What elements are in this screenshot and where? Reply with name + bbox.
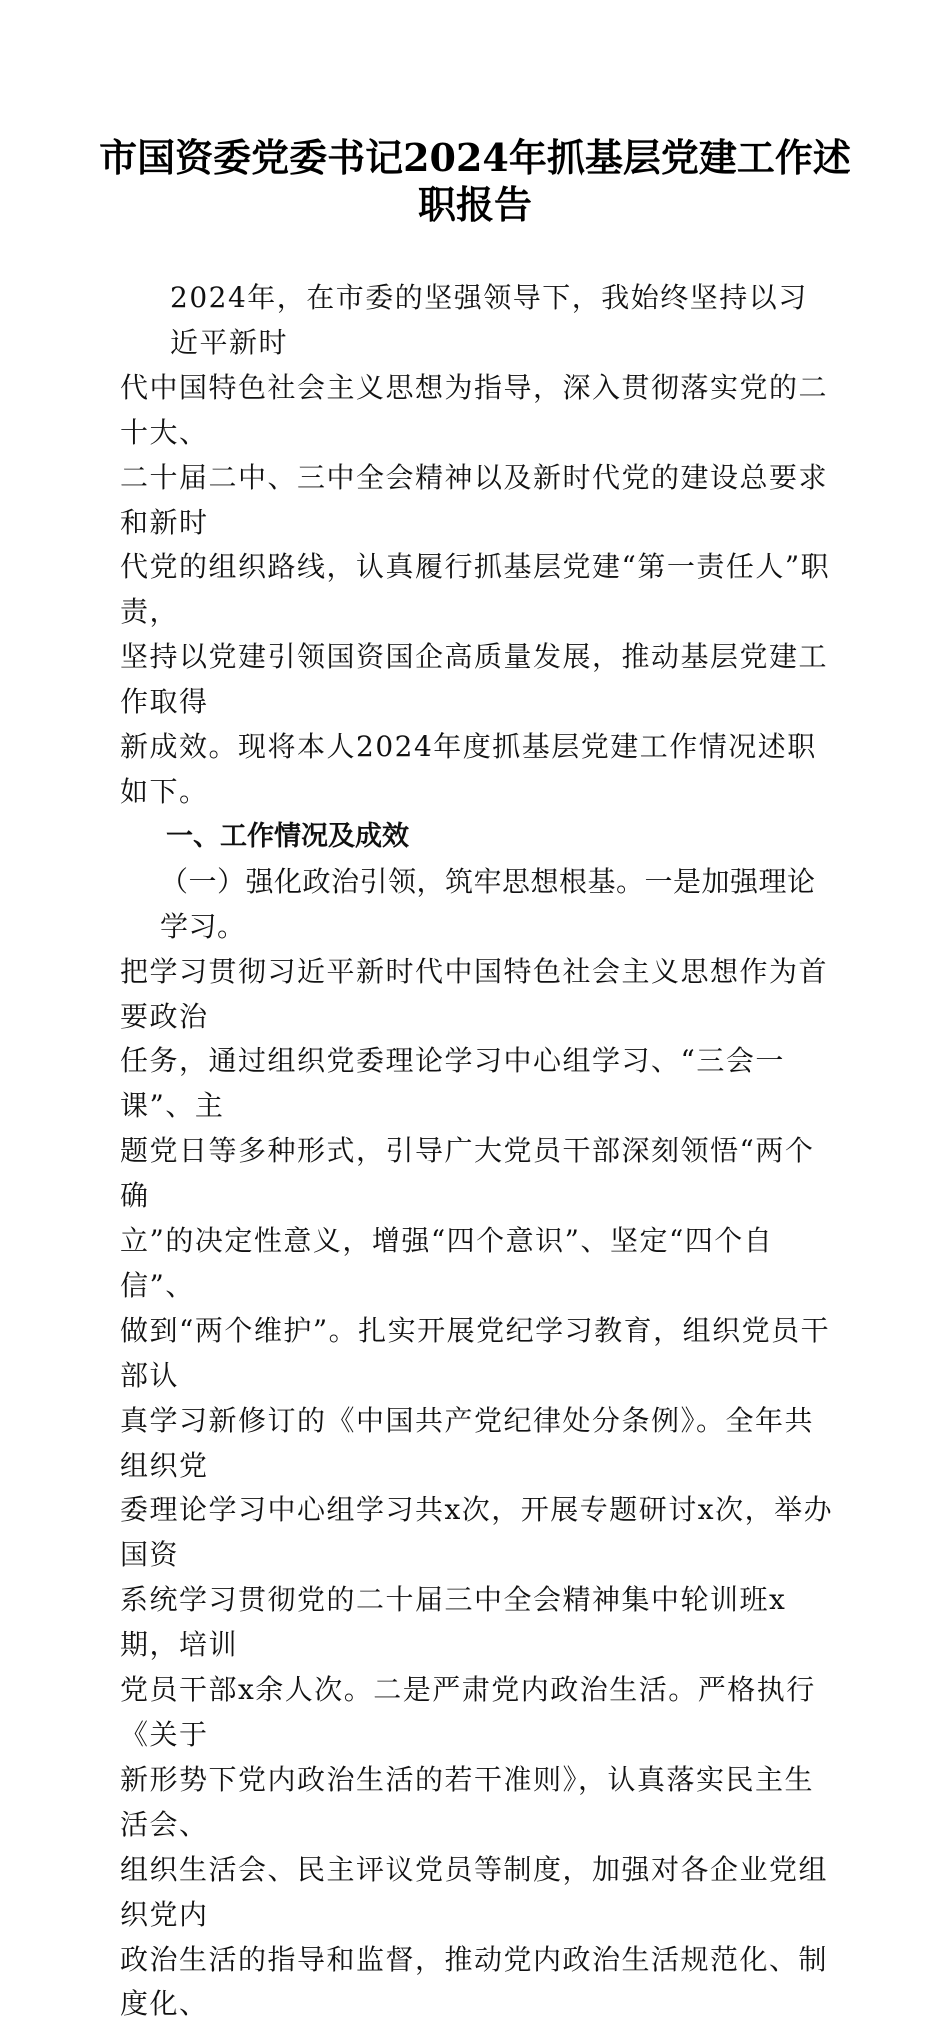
paragraph-line: 2024年，在市委的坚强领导下，我始终坚持以习近平新时 <box>170 281 808 359</box>
document-title-line-2: 职报告 <box>417 182 532 227</box>
paragraph-line: 系统学习贯彻党的二十届三中全会精神集中轮训班x期，培训 <box>120 1583 787 1662</box>
paragraph-line: 做到“两个维护”。扎实开展党纪学习教育，组织党员干部认 <box>120 1313 831 1392</box>
paragraph-line: 坚持以党建引领国资国企高质量发展，推动基层党建工作取得 <box>120 640 829 719</box>
paragraph-line: 政治生活的指导和监督，推动党内政治生活规范化、制度化、 <box>120 1942 829 2021</box>
document-title-line-1: 市国资委党委书记2024年抓基层党建工作述 <box>99 135 851 180</box>
paragraph-line: 代中国特色社会主义思想为指导，深入贯彻落实党的二十大、 <box>120 370 829 449</box>
paragraph-line: 真学习新修订的《中国共产党纪律处分条例》。全年共组织党 <box>120 1403 815 1482</box>
paragraph-line: 代党的组织路线，认真履行抓基层党建“第一责任人”职责， <box>120 550 831 629</box>
paragraph-line: 二十届二中、三中全会精神以及新时代党的建设总要求和新时 <box>120 460 829 539</box>
paragraph-line: 题党日等多种形式，引导广大党员干部深刻领悟“两个确 <box>120 1134 815 1213</box>
paragraph-line: 把学习贯彻习近平新时代中国特色社会主义思想作为首要政治 <box>120 954 829 1033</box>
paragraph-line: 委理论学习中心组学习共x次，开展专题研讨x次，举办国资 <box>120 1493 834 1572</box>
subsection-line: （一）强化政治引领，筑牢思想根基。一是加强理论学习。 <box>160 864 816 943</box>
section-heading: 一、工作情况及成效 <box>166 820 409 852</box>
paragraph-line: 组织生活会、民主评议党员等制度，加强对各企业党组织党内 <box>120 1852 829 1931</box>
document-body <box>120 276 835 2027</box>
paragraph-line: 新形势下党内政治生活的若干准则》，认真落实民主生活会、 <box>120 1762 815 1841</box>
paragraph-line: 党员干部x余人次。二是严肃党内政治生活。严格执行《关于 <box>120 1673 816 1751</box>
paragraph-line: 任务，通过组织党委理论学习中心组学习、“三会一课”、主 <box>120 1044 785 1123</box>
paragraph-line: 新成效。现将本人2024年度抓基层党建工作情况述职如下。 <box>120 730 817 808</box>
paragraph-line: 立”的决定性意义，增强“四个意识”、坚定“四个自信”、 <box>120 1224 774 1302</box>
